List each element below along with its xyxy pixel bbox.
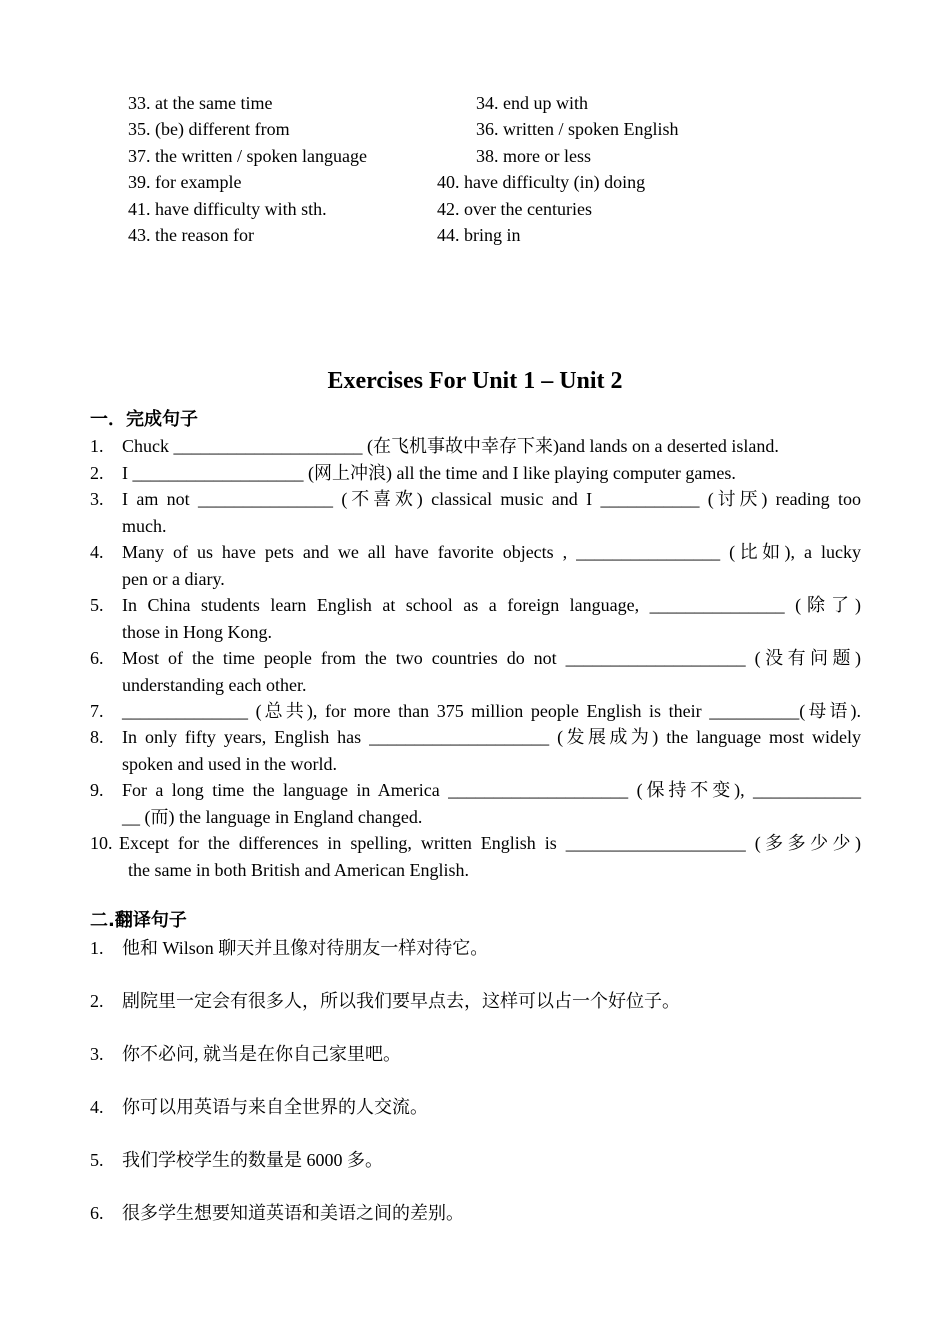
item-number: 3. bbox=[90, 489, 104, 509]
phrase-item: 42. over the centuries bbox=[437, 199, 592, 219]
phrase-item: 33. at the same time bbox=[128, 93, 273, 113]
sentence-line: In China students learn English at school as a foreign language, _______________ (除了) bbox=[122, 595, 861, 615]
item-number: 3. bbox=[90, 1044, 104, 1064]
sentence-line: ______________ (总共), for more than 375 million people English is their __________(母语). bbox=[122, 701, 861, 721]
item-number: 6. bbox=[90, 1203, 104, 1223]
item-number: 7. bbox=[90, 701, 104, 721]
phrase-item: 36. written / spoken English bbox=[476, 119, 679, 139]
sentence-line: those in Hong Kong. bbox=[122, 622, 272, 642]
phrase-item: 35. (be) different from bbox=[128, 119, 290, 139]
sentence-line: the same in both British and American English. bbox=[128, 860, 469, 880]
sentence-line: __ (而) the language in England changed. bbox=[122, 807, 423, 827]
item-number: 2. bbox=[90, 991, 104, 1011]
phrase-item: 40. have difficulty (in) doing bbox=[437, 172, 646, 192]
item-number: 5. bbox=[90, 595, 104, 615]
sentence-line: For a long time the language in America ____________________ (保持不变), ____________ bbox=[122, 780, 861, 800]
item-number: 5. bbox=[90, 1150, 104, 1170]
translation-sentence: 他和 Wilson 聊天并且像对待朋友一样对待它。 bbox=[122, 938, 489, 958]
phrase-item: 44. bring in bbox=[437, 225, 521, 245]
section1-heading: 一．完成句子 bbox=[90, 409, 198, 430]
item-number: 1. bbox=[90, 436, 104, 456]
item-number: 4. bbox=[90, 1097, 104, 1117]
item-number: 8. bbox=[90, 727, 104, 747]
item-number: 2. bbox=[90, 463, 104, 483]
sentence-line: Chuck _____________________ (在飞机事故中幸存下来)and lands on a deserted island. bbox=[122, 436, 779, 456]
item-number: 1. bbox=[90, 938, 104, 958]
phrase-item: 37. the written / spoken language bbox=[128, 146, 367, 166]
translation-sentence: 你可以用英语与来自全世界的人交流。 bbox=[122, 1097, 428, 1117]
phrase-item: 34. end up with bbox=[476, 93, 588, 113]
sentence-line: understanding each other. bbox=[122, 675, 307, 695]
sentence-line: I ___________________ (网上冲浪) all the time and I like playing computer games. bbox=[122, 463, 736, 483]
item-number: 6. bbox=[90, 648, 104, 668]
sentence-line: spoken and used in the world. bbox=[122, 754, 337, 774]
section2-heading: 二.翻译句子 bbox=[90, 910, 187, 931]
sentence-line: In only fifty years, English has ____________________ (发展成为) the language most widely bbox=[122, 727, 861, 747]
phrase-item: 38. more or less bbox=[476, 146, 591, 166]
item-number: 4. bbox=[90, 542, 104, 562]
phrase-item: 43. the reason for bbox=[128, 225, 254, 245]
phrase-item: 41. have difficulty with sth. bbox=[128, 199, 327, 219]
sentence-line: Many of us have pets and we all have favorite objects , ________________ (比如), a lucky bbox=[122, 542, 861, 562]
translation-sentence: 我们学校学生的数量是 6000 多。 bbox=[122, 1150, 383, 1170]
sentence-line: pen or a diary. bbox=[122, 569, 225, 589]
page-title: Exercises For Unit 1 – Unit 2 bbox=[327, 368, 623, 394]
phrase-item: 39. for example bbox=[128, 172, 242, 192]
sentence-line: I am not _______________ (不喜欢) classical music and I ___________ (讨厌) reading too bbox=[122, 489, 861, 509]
translation-sentence: 很多学生想要知道英语和美语之间的差别。 bbox=[122, 1203, 464, 1223]
sentence-line: Most of the time people from the two countries do not ____________________ (没有问题) bbox=[122, 648, 861, 668]
item-number: 9. bbox=[90, 780, 104, 800]
translation-sentence: 剧院里一定会有很多人，所以我们要早点去，这样可以占一个好位子。 bbox=[122, 991, 680, 1011]
sentence-line: Except for the differences in spelling, written English is ____________________ (多多少少) bbox=[119, 833, 861, 853]
item-number: 10. bbox=[90, 833, 113, 853]
translation-sentence: 你不必问, 就当是在你自己家里吧。 bbox=[122, 1044, 401, 1064]
sentence-line: much. bbox=[122, 516, 167, 536]
